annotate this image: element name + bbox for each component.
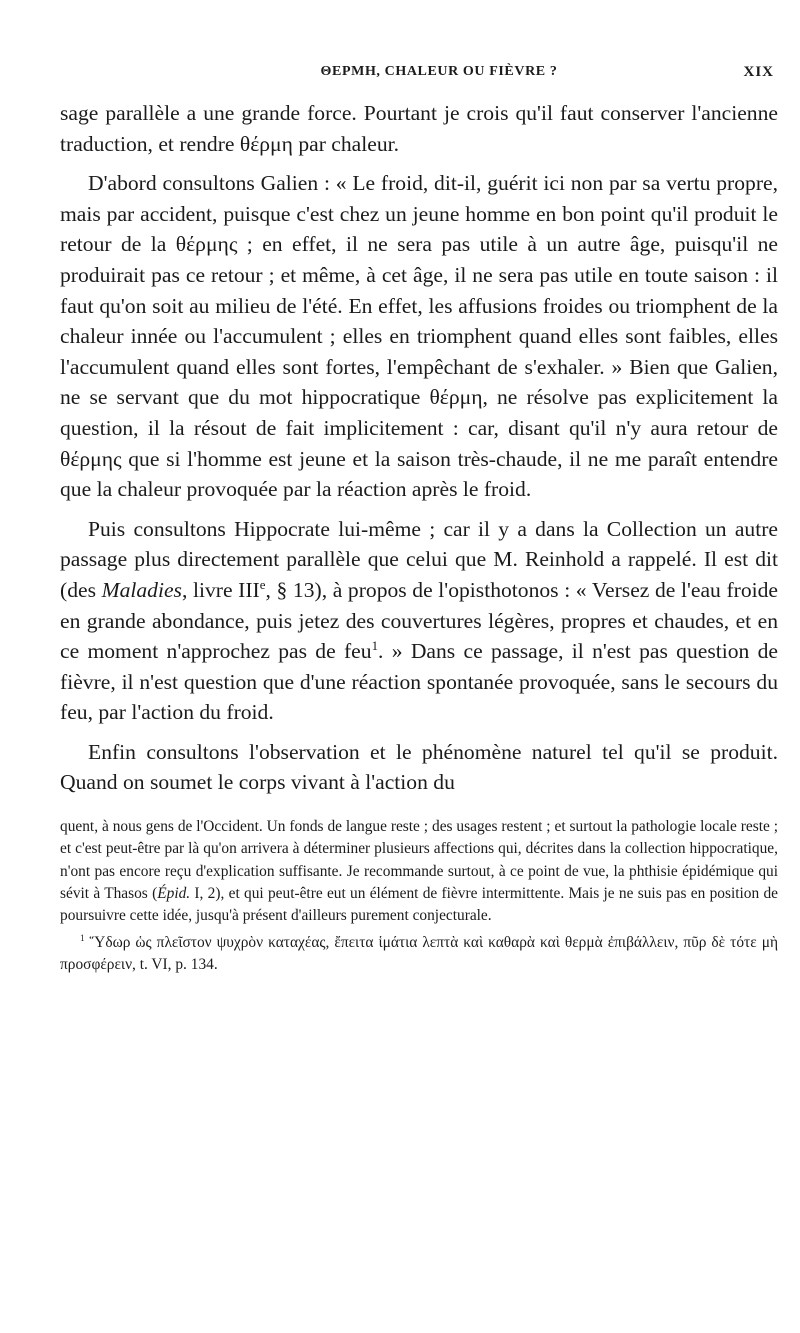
paragraph-galien: D'abord consultons Galien : « Le froid, dit-il, guérit ici non par sa vertu propre, mais par accident, puisque c'est chez un jeune homme en bon point qu'il produit le retour de la θέρμης ; en effet, il ne sera pas utile à un autre âge, puisqu'il ne produirait pas ce retour ; et même, à cet âge, il ne sera pas utile en toute saison : il faut qu'on soit au milieu de l'été. En effet, les affusions froides ou triomphent de la chaleur innée ou l'accumulent ; elles en triomphent quand elles sont faibles, elles l'accumulent quand elles sont fortes, l'empêchant de s'exhaler. » Bien que Galien, ne se servant que du mot hippocratique θέρμη, ne résolve pas explicitement la question, il la résout de fait implicitement : car, disant qu'il n'y aura retour de θέρμης que si l'homme est jeune et la saison très-chaude, il ne me paraît entendre que la chaleur provoquée par la réaction après le froid.	[60, 171, 778, 502]
text-run: , § 13), à propos de l'opisthotonos : « Versez de l'eau froide en grande abondance, puis jetez des couvertures légères, propres et chaudes, et en ce moment n'approchez pas de feu	[60, 577, 779, 664]
footnote-continued	[60, 816, 778, 927]
page-number: XIX	[743, 64, 774, 80]
main-text	[60, 98, 778, 798]
paragraph-observation: Enfin consultons l'observation et le phénomène naturel tel qu'il se produit. Quand on soumet le corps vivant à l'action du	[60, 739, 778, 795]
text-run: quent, à nous gens de l'Occident. Un fonds de langue reste ; des usages restent ; et surtout la pathologie locale reste ; et c'est peut-être par là qu'on arrivera à déterminer plusieurs affections qui, décrites dans la collection hippocratique, n'ont pas encore reçu d'explication suffisante. Je recommande surtout, à ce point de vue, la phthisie épidémique qui sévit à Thasos (	[60, 818, 778, 902]
running-head	[60, 64, 778, 88]
paragraph-continued: sage parallèle a une grande force. Pourtant je crois qu'il faut conserver l'ancienne traduction, et rendre θέρμη par chaleur.	[60, 101, 778, 156]
superscript-e: e	[259, 576, 266, 592]
running-head-title: ΘΕΡΜΗ, CHALEUR OU FIÈVRE ?	[320, 64, 558, 79]
text-run: I, 2), et qui peut-être eut un élément de fièvre intermittente. Mais je ne suis pas en position de poursuivre cette idée, jusqu'à présent d'ailleurs purement conjecturale.	[60, 884, 778, 925]
footnotes	[60, 816, 778, 976]
citation-epid: Épid.	[157, 884, 191, 902]
paragraph-hippocrate	[60, 514, 778, 728]
footnote-marker: 1	[80, 932, 85, 943]
footnote-1-text: Ὕδωρ ὡς πλεῖστον ψυχρὸν καταχέας, ἔπειτα ἱμάτια λεπτὰ καὶ καθαρὰ καὶ θερμὰ ἐπιβάλλειν, πῦρ δὲ τότε μὴ προσφέρειν, t. VI, p. 134.	[60, 933, 778, 973]
text-run: , livre III	[181, 577, 260, 602]
book-title-maladies: Maladies	[101, 577, 182, 602]
footnote-1	[60, 932, 778, 977]
footnote-reference[interactable]: 1	[371, 637, 379, 653]
text-run: . » Dans ce passage, il n'est pas question de fièvre, il n'est question que d'une réaction spontanée provoquée, sans le secours du feu, par l'action du froid.	[60, 639, 778, 725]
text-run: Puis consultons Hippocrate lui-même ; car il y a dans la Collection un autre passage plus directement parallèle que celui que M. Reinhold a rappelé. Il est dit (des	[60, 516, 778, 602]
